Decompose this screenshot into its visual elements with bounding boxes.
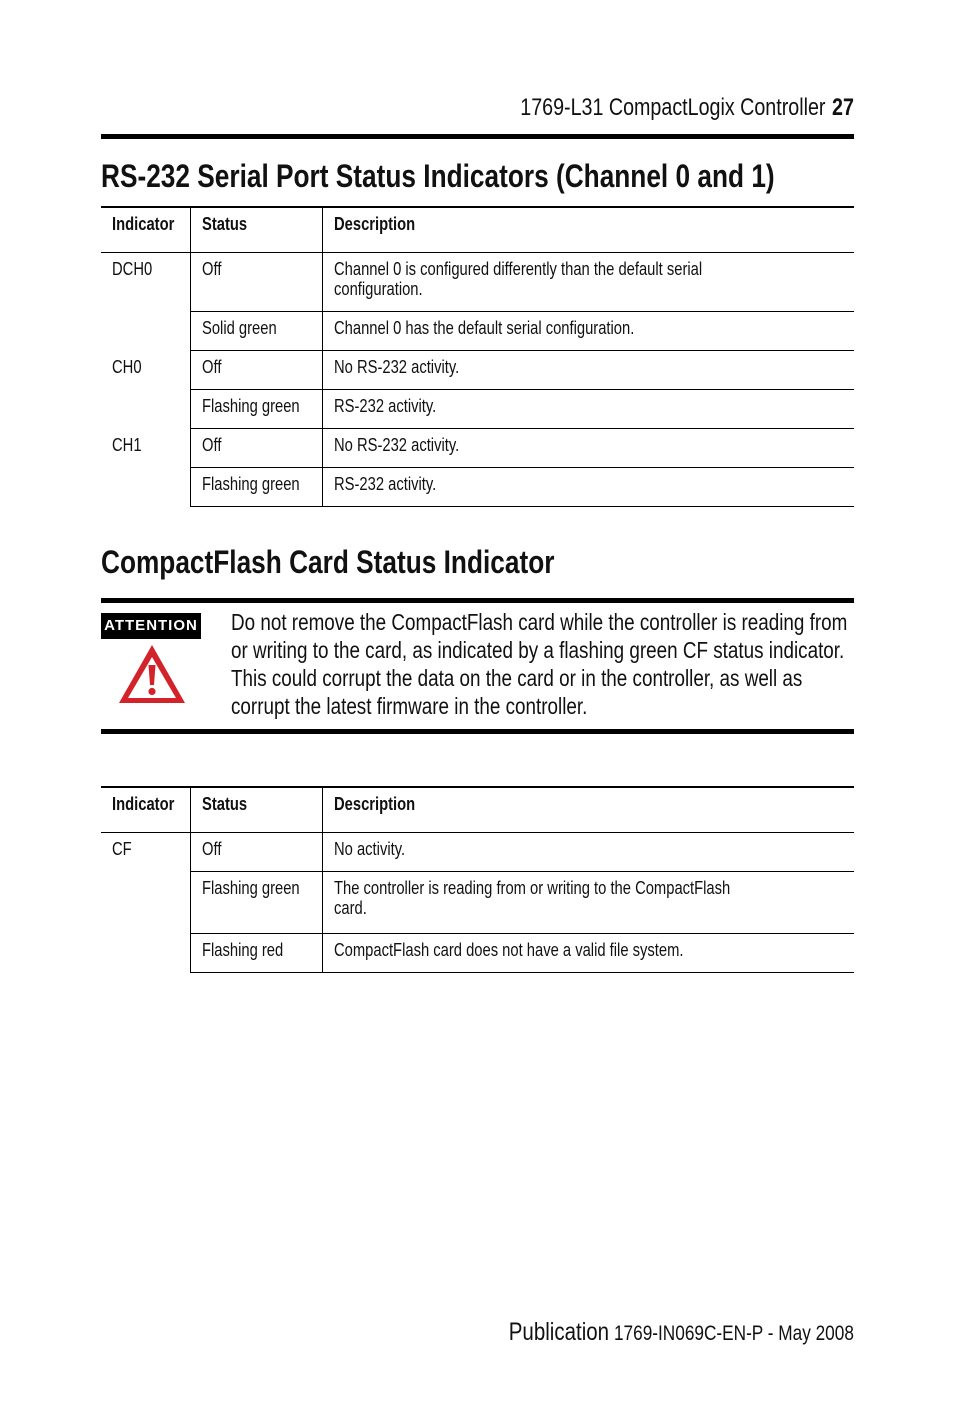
status-cell: Flashing green: [191, 468, 323, 507]
section-title-rs232: RS-232 Serial Port Status Indicators (Channel 0 and 1): [101, 158, 775, 194]
table-row: [101, 312, 854, 351]
running-header: [447, 94, 854, 122]
description-cell: No RS-232 activity.: [323, 429, 855, 468]
status-cell: Off: [191, 253, 323, 312]
description-cell: RS-232 activity.: [323, 468, 855, 507]
table-header-row: [101, 787, 854, 833]
status-cell: Flashing red: [191, 934, 323, 973]
indicator-cell: CH1: [112, 434, 142, 455]
indicator-cell: CH0: [112, 356, 142, 377]
table-row: [101, 429, 854, 468]
header-rule: [101, 134, 854, 139]
column-header-indicator: Indicator: [101, 207, 191, 253]
description-cell: No RS-232 activity.: [323, 351, 855, 390]
status-cell: Off: [191, 429, 323, 468]
description-cell: RS-232 activity.: [323, 390, 855, 429]
table-row: [101, 390, 854, 429]
footer: [433, 1318, 854, 1347]
attention-label: ATTENTION: [101, 613, 201, 639]
description-cell: CompactFlash card does not have a valid file system.: [323, 934, 855, 973]
status-cell: Off: [191, 833, 323, 872]
column-header-status: Status: [191, 787, 323, 833]
description-cell: The controller is reading from or writing to the CompactFlash card.: [323, 872, 855, 934]
attention-text: Do not remove the CompactFlash card while the controller is reading from or writing to the card, as indicated by a flashing green CF status indicator. This could corrupt the data on the card or in the controller, as well as corrupt the latest firmware in the controller.: [231, 609, 848, 719]
page-number: 27: [832, 94, 854, 121]
rs232-indicator-table: [101, 206, 854, 507]
status-cell: Off: [191, 351, 323, 390]
table-row: [101, 872, 854, 934]
status-cell: Flashing green: [191, 872, 323, 934]
description-cell: Channel 0 has the default serial configuration.: [323, 312, 855, 351]
footer-label: Publication: [508, 1318, 610, 1346]
table-row: [101, 934, 854, 973]
column-header-description: Description: [323, 207, 855, 253]
status-cell: Solid green: [191, 312, 323, 351]
column-header-description: Description: [323, 787, 855, 833]
status-cell: Flashing green: [191, 390, 323, 429]
table-row: [101, 833, 854, 872]
column-header-status: Status: [191, 207, 323, 253]
section-title-compactflash: CompactFlash Card Status Indicator: [101, 544, 555, 580]
indicator-cell: CF: [112, 839, 132, 859]
document-title: 1769-L31 CompactLogix Controller: [520, 94, 826, 121]
indicator-cell: DCH0: [112, 259, 153, 279]
description-cell: No activity.: [323, 833, 855, 872]
description-cell: Channel 0 is configured differently than the default serial configuration.: [323, 253, 855, 312]
table-row: [101, 253, 854, 312]
publication-number: 1769-IN069C-EN-P - May 2008: [614, 1322, 854, 1345]
column-header-indicator: Indicator: [101, 787, 191, 833]
table-row: [101, 468, 854, 507]
attention-box: [101, 598, 854, 734]
compactflash-indicator-table: [101, 786, 854, 973]
table-row: [101, 351, 854, 390]
table-header-row: [101, 207, 854, 253]
warning-triangle-icon: [117, 643, 187, 705]
